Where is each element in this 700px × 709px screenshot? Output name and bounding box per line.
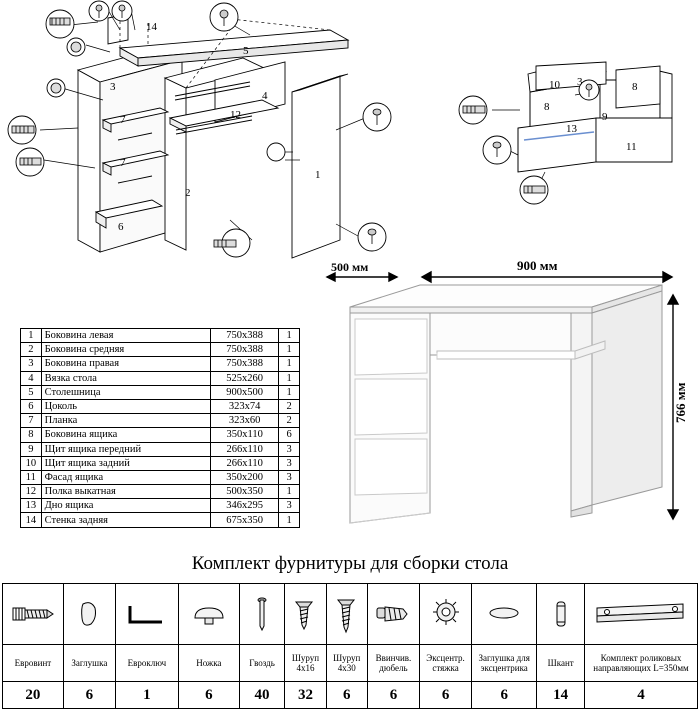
part-qty: 2 — [279, 399, 300, 413]
finished-desk-dimension-drawing — [305, 255, 700, 555]
table-row — [21, 499, 300, 513]
part-name: Полка выкатная — [41, 485, 210, 499]
part-name: Щит ящика задний — [41, 456, 210, 470]
fitting-count: 20 — [3, 682, 64, 709]
part-no: 9 — [21, 442, 42, 456]
fitting-label: Ножка — [178, 645, 239, 682]
fitting-label: Евроключ — [115, 645, 178, 682]
part-no: 8 — [21, 428, 42, 442]
fitting-count: 6 — [420, 682, 472, 709]
part-dim: 750х388 — [210, 357, 278, 371]
part-qty: 2 — [279, 414, 300, 428]
fitting-count: 32 — [285, 682, 326, 709]
part-no: 5 — [21, 385, 42, 399]
part-qty: 1 — [279, 385, 300, 399]
part-name: Боковина левая — [41, 329, 210, 343]
part-dim: 350х110 — [210, 428, 278, 442]
width-dim-label: 900 мм — [517, 258, 558, 273]
label-7: 7 — [120, 114, 126, 126]
part-name: Стенка задняя — [41, 513, 210, 527]
part-qty: 1 — [279, 513, 300, 527]
label-7b: 7 — [120, 157, 126, 169]
part-dim: 266х110 — [210, 442, 278, 456]
exploded-assembly-diagram — [0, 0, 700, 265]
part-qty: 3 — [279, 499, 300, 513]
part-name: Боковина правая — [41, 357, 210, 371]
drawer-slides-icon — [591, 592, 691, 636]
fitting-label: Эксцентр. стяжка — [420, 645, 472, 682]
fitting-label: Заглушка — [63, 645, 115, 682]
label-5: 5 — [243, 45, 249, 57]
part-dim: 266х110 — [210, 456, 278, 470]
part-dim: 323х74 — [210, 399, 278, 413]
part-no: 1 — [21, 329, 42, 343]
part-name: Столешница — [41, 385, 210, 399]
part-dim: 323х60 — [210, 414, 278, 428]
part-name: Фасад ящика — [41, 470, 210, 484]
part-qty: 3 — [279, 470, 300, 484]
part-qty: 3 — [279, 456, 300, 470]
part-qty: 1 — [279, 329, 300, 343]
table-row — [21, 456, 300, 470]
table-row — [21, 343, 300, 357]
part-no: 13 — [21, 499, 42, 513]
fitting-icon-cell-2 — [115, 584, 178, 645]
part-no: 12 — [21, 485, 42, 499]
label-9: 9 — [602, 111, 608, 123]
fitting-label: Гвоздь — [239, 645, 285, 682]
table-row — [21, 428, 300, 442]
part-no: 7 — [21, 414, 42, 428]
fitting-count: 6 — [367, 682, 419, 709]
screw-4x16-icon — [288, 592, 322, 636]
fitting-icon-cell-3 — [178, 584, 239, 645]
fitting-count: 6 — [326, 682, 367, 709]
part-qty: 1 — [279, 485, 300, 499]
fitting-icon-cell-0 — [3, 584, 64, 645]
fitting-icon-cell-4 — [239, 584, 285, 645]
table-row — [21, 371, 300, 385]
label-8: 8 — [544, 101, 550, 113]
eccentric-tie-icon — [424, 592, 468, 636]
table-row — [21, 442, 300, 456]
label-1: 1 — [315, 169, 321, 181]
label-3: 3 — [110, 81, 116, 93]
fitting-icon-cell-10 — [537, 584, 585, 645]
fitting-label: Заглушка для эксцентрика — [472, 645, 537, 682]
part-dim: 525х260 — [210, 371, 278, 385]
label-13: 13 — [566, 123, 577, 135]
part-name: Боковина средняя — [41, 343, 210, 357]
depth-dim-label: 500 мм — [331, 260, 369, 274]
parts-list-table — [20, 328, 300, 528]
part-name: Щит ящика передний — [41, 442, 210, 456]
label-6: 6 — [118, 221, 124, 233]
part-dim: 750х388 — [210, 329, 278, 343]
screw-in-dowel-icon — [371, 592, 415, 636]
fitting-label: Комплект роликовых направляющих L=350мм — [585, 645, 698, 682]
fitting-icon-cell-7 — [367, 584, 419, 645]
table-row — [21, 470, 300, 484]
label-8r: 8 — [632, 81, 638, 93]
table-row — [21, 357, 300, 371]
fitting-icon-cell-1 — [63, 584, 115, 645]
table-row — [21, 485, 300, 499]
fitting-count: 40 — [239, 682, 285, 709]
part-dim: 350х200 — [210, 470, 278, 484]
fitting-label: Ввинчив. дюбель — [367, 645, 419, 682]
part-name: Дно ящика — [41, 499, 210, 513]
height-dim-label: 766 мм — [673, 382, 688, 423]
part-no: 10 — [21, 456, 42, 470]
cap-plug-icon — [71, 592, 107, 636]
screw-4x30-icon — [330, 592, 364, 636]
part-dim: 750х388 — [210, 343, 278, 357]
part-qty: 1 — [279, 343, 300, 357]
part-qty: 6 — [279, 428, 300, 442]
label-4: 4 — [262, 90, 268, 102]
fitting-icon-cell-11 — [585, 584, 698, 645]
table-row — [21, 414, 300, 428]
part-no: 6 — [21, 399, 42, 413]
label-14: 14 — [146, 21, 157, 33]
fitting-icon-cell-6 — [326, 584, 367, 645]
table-row — [21, 513, 300, 527]
part-name: Вязка стола — [41, 371, 210, 385]
part-name: Боковина ящика — [41, 428, 210, 442]
part-no: 11 — [21, 470, 42, 484]
fitting-label: Шкант — [537, 645, 585, 682]
part-no: 4 — [21, 371, 42, 385]
table-row — [21, 329, 300, 343]
fitting-icon-cell-9 — [472, 584, 537, 645]
table-row — [21, 399, 300, 413]
table-row — [21, 385, 300, 399]
label-11: 11 — [626, 141, 637, 153]
fittings-table — [2, 583, 698, 709]
fitting-label: Шуруп 4х30 — [326, 645, 367, 682]
fittings-title: Комплект фурнитуры для сборки стола — [191, 553, 509, 574]
label-3r: 3 — [577, 76, 583, 88]
part-dim: 900х500 — [210, 385, 278, 399]
fitting-count: 6 — [178, 682, 239, 709]
nail-icon — [247, 592, 277, 636]
part-no: 14 — [21, 513, 42, 527]
fitting-count: 6 — [472, 682, 537, 709]
part-name: Цоколь — [41, 399, 210, 413]
part-no: 3 — [21, 357, 42, 371]
euro-screw-icon — [9, 592, 57, 636]
fitting-count: 6 — [63, 682, 115, 709]
fitting-label: Шуруп 4х16 — [285, 645, 326, 682]
dowel-icon — [543, 592, 579, 636]
fitting-label: Евровинт — [3, 645, 64, 682]
part-dim: 500х350 — [210, 485, 278, 499]
part-name: Планка — [41, 414, 210, 428]
part-qty: 3 — [279, 442, 300, 456]
foot-icon — [185, 592, 233, 636]
label-2: 2 — [185, 187, 191, 199]
label-10: 10 — [549, 79, 560, 91]
fitting-count: 14 — [537, 682, 585, 709]
fitting-count: 1 — [115, 682, 178, 709]
part-qty: 1 — [279, 371, 300, 385]
fitting-icon-cell-5 — [285, 584, 326, 645]
part-dim: 675х350 — [210, 513, 278, 527]
fitting-count: 4 — [585, 682, 698, 709]
part-no: 2 — [21, 343, 42, 357]
eccentric-cap-icon — [478, 592, 530, 636]
euro-key-icon — [122, 592, 172, 636]
part-qty: 1 — [279, 357, 300, 371]
part-dim: 346х295 — [210, 499, 278, 513]
label-12: 12 — [230, 109, 241, 121]
fitting-icon-cell-8 — [420, 584, 472, 645]
